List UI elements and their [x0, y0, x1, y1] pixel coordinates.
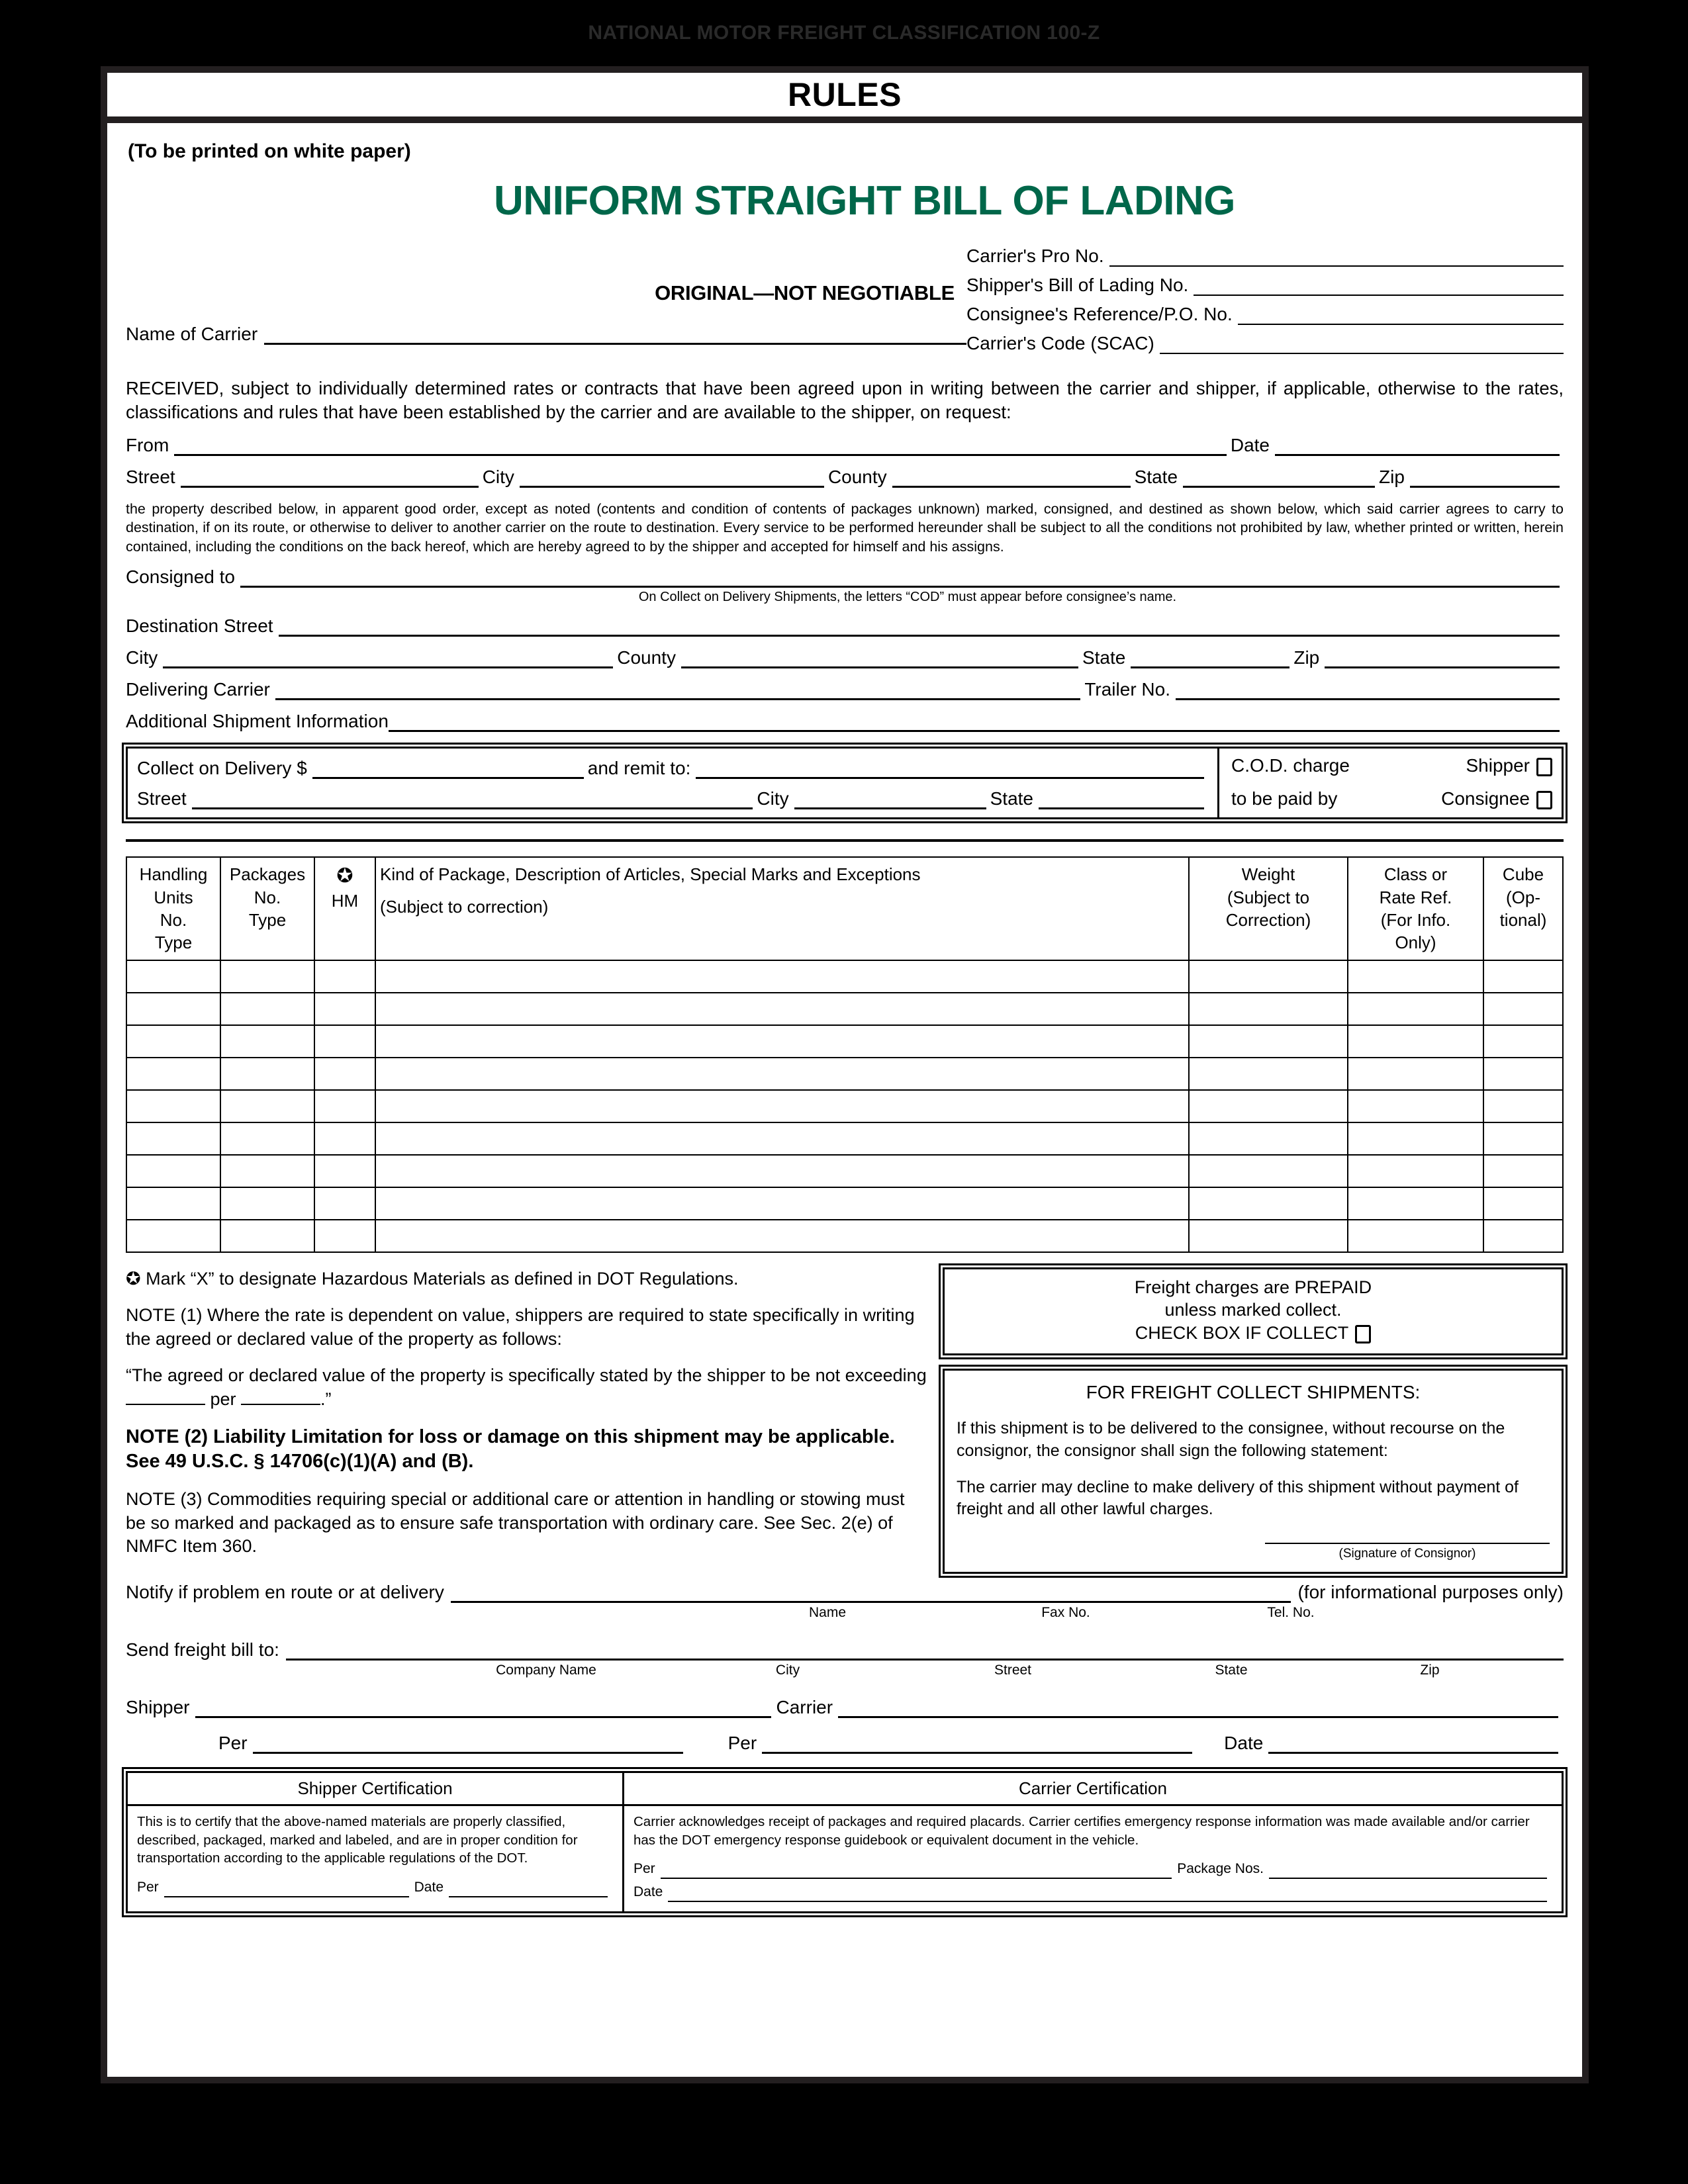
table-cell-kind_of_package[interactable] [375, 960, 1189, 993]
prepaid-line-1: Freight charges are PREPAID [1134, 1277, 1372, 1297]
county-label: County [827, 466, 887, 487]
cod-street-label: Street [137, 788, 187, 809]
table-cell-class_or_rate[interactable] [1348, 1058, 1483, 1090]
cod-shipper-option[interactable] [1466, 755, 1552, 776]
weight-line-1: Weight [1241, 864, 1295, 885]
table-cell-hm[interactable] [314, 1155, 375, 1187]
carriers-code-scac-field[interactable] [966, 333, 1564, 354]
notify-captions [126, 1605, 1564, 1621]
handling-units-line-2: Units [154, 887, 193, 907]
table-cell-packages[interactable] [220, 960, 314, 993]
table-cell-handling_units[interactable] [126, 1122, 220, 1155]
table-cell-hm[interactable] [314, 1058, 375, 1090]
declared-value-pre: “The agreed or declared value of the property is specifically stated by the shipper to be not exceeding [126, 1365, 927, 1386]
goods-table-body [126, 960, 1563, 1252]
date-label: Date [1230, 434, 1270, 455]
carriers-pro-no-field[interactable] [966, 246, 1564, 267]
date-label-bottom: Date [1224, 1732, 1264, 1753]
table-cell-cube[interactable] [1483, 1122, 1563, 1155]
declared-value-amount-input[interactable] [126, 1392, 205, 1405]
certifications-box [126, 1771, 1564, 1913]
table-cell-packages[interactable] [220, 1122, 314, 1155]
packages-line-2: No. [254, 887, 281, 907]
notes-column [126, 1267, 927, 1574]
table-cell-handling_units[interactable] [126, 1155, 220, 1187]
white-paper-note: (To be printed on white paper) [128, 140, 411, 162]
table-cell-weight[interactable] [1189, 1025, 1348, 1058]
collect-checkbox[interactable] [1355, 1325, 1371, 1343]
col-header-kind-of-package [375, 857, 1189, 960]
state-label: State [1134, 466, 1178, 487]
shipper-certification [128, 1773, 624, 1911]
section-divider [126, 837, 1564, 844]
cod-paidby-consignee-row [1231, 788, 1552, 809]
sfb-caption-zip: Zip [1420, 1662, 1440, 1678]
cube-line-2: (Op- [1506, 887, 1540, 907]
from-input[interactable] [174, 439, 1227, 456]
table-row[interactable] [126, 1122, 1563, 1155]
table-cell-packages[interactable] [220, 1155, 314, 1187]
table-cell-weight[interactable] [1189, 1058, 1348, 1090]
zip-label: Zip [1379, 466, 1405, 487]
table-cell-packages[interactable] [220, 1187, 314, 1220]
county-input[interactable] [892, 471, 1131, 488]
dest-state-input[interactable] [1131, 652, 1289, 668]
additional-shipment-info-label: Additional Shipment Information [126, 711, 389, 732]
notify-input[interactable] [451, 1586, 1291, 1603]
shippers-bol-no-input[interactable] [1194, 279, 1564, 296]
cod-consignee-option[interactable] [1441, 788, 1552, 809]
table-cell-class_or_rate[interactable] [1348, 1122, 1483, 1155]
destination-street-label: Destination Street [126, 615, 273, 637]
declared-value-mid: per [205, 1389, 242, 1410]
table-cell-hm[interactable] [314, 1187, 375, 1220]
consignees-reference-field[interactable] [966, 304, 1564, 325]
trailer-no-input[interactable] [1176, 684, 1560, 700]
table-cell-kind_of_package[interactable] [375, 1058, 1189, 1090]
sfb-caption-company: Company Name [496, 1662, 596, 1678]
table-cell-hm[interactable] [314, 1090, 375, 1122]
collect-on-delivery-input[interactable] [312, 762, 584, 779]
city-input[interactable] [520, 471, 824, 488]
table-row[interactable] [126, 1090, 1563, 1122]
handling-units-line-4: Type [154, 933, 193, 953]
check-box-if-collect-row[interactable] [951, 1322, 1555, 1345]
table-cell-packages[interactable] [220, 1090, 314, 1122]
table-cell-hm[interactable] [314, 1025, 375, 1058]
carrier-cert-date-input[interactable] [668, 1889, 1547, 1902]
per2-input[interactable] [762, 1737, 1192, 1754]
declared-value-unit-input[interactable] [241, 1392, 320, 1405]
class-line-2: Rate Ref. [1379, 887, 1452, 907]
cod-state-input[interactable] [1039, 793, 1204, 809]
cod-shipper-checkbox[interactable] [1536, 758, 1552, 776]
note-3: NOTE (3) Commodities requiring special or additional care or attention in handling or stowing must be so marked and packaged as to ensure safe transportation with ordinary care. See Sec. 2(e) of NMFC Item 360. [126, 1489, 905, 1557]
packages-line-3: Type [248, 909, 287, 930]
col-header-handling-units [126, 857, 220, 960]
date-input-bottom[interactable] [1268, 1737, 1558, 1754]
prepaid-line-2: unless marked collect. [1164, 1300, 1342, 1320]
table-cell-cube[interactable] [1483, 960, 1563, 993]
table-cell-handling_units[interactable] [126, 1025, 220, 1058]
cod-shipper-label: Shipper [1466, 755, 1530, 776]
cod-charge-shipper-row [1231, 755, 1552, 776]
origin-address-row [126, 467, 1564, 488]
rules-header-bar [107, 66, 1582, 123]
notify-caption-tel: Tel. No. [1267, 1604, 1315, 1620]
consignees-reference-input[interactable] [1238, 308, 1564, 325]
table-cell-cube[interactable] [1483, 1187, 1563, 1220]
goods-table-header-row [126, 857, 1563, 960]
zip-input[interactable] [1410, 471, 1560, 488]
destination-city-row [126, 647, 1564, 668]
additional-shipment-info-row [126, 711, 1564, 732]
delivering-carrier-input[interactable] [275, 684, 1081, 700]
send-freight-bill-captions [126, 1662, 1564, 1678]
send-freight-bill-input[interactable] [286, 1644, 1564, 1661]
dest-city-input[interactable] [163, 652, 613, 668]
shipper-cert-date-label: Date [414, 1880, 444, 1895]
carriers-code-scac-label: Carrier's Code (SCAC) [966, 333, 1154, 353]
sfb-caption-street: Street [994, 1662, 1032, 1678]
dest-zip-label: Zip [1293, 647, 1320, 668]
carrier-certification [624, 1773, 1562, 1911]
table-cell-weight[interactable] [1189, 993, 1348, 1025]
table-cell-weight[interactable] [1189, 1155, 1348, 1187]
carrier-label: Carrier [776, 1696, 833, 1717]
consigned-to-input[interactable] [240, 571, 1560, 588]
dest-county-input[interactable] [681, 652, 1078, 668]
table-cell-class_or_rate[interactable] [1348, 1025, 1483, 1058]
carrier-cert-per-row [633, 1860, 1552, 1879]
cod-consignee-caption: On Collect on Delivery Shipments, the letters “COD” must appear before consignee’s name. [638, 590, 1177, 605]
collect-on-delivery-label: Collect on Delivery $ [137, 758, 307, 779]
check-box-if-collect-label: CHECK BOX IF COLLECT [1135, 1322, 1349, 1343]
street-label: Street [126, 466, 175, 487]
carrier-cert-package-nos-label: Package Nos. [1177, 1861, 1264, 1877]
top-fields-row [126, 244, 1564, 362]
table-cell-handling_units[interactable] [126, 960, 220, 993]
shippers-bol-no-label: Shipper's Bill of Lading No. [966, 275, 1189, 295]
table-cell-packages[interactable] [220, 1058, 314, 1090]
table-cell-kind_of_package[interactable] [375, 1025, 1189, 1058]
classification-banner [0, 0, 1688, 66]
table-cell-packages[interactable] [220, 993, 314, 1025]
hazmat-mark-note: ✪ Mark “X” to designate Hazardous Materials as defined in DOT Regulations. [126, 1268, 739, 1289]
carriers-pro-no-input[interactable] [1109, 250, 1564, 267]
send-freight-bill-row [126, 1639, 1564, 1661]
carrier-input[interactable] [838, 1702, 1558, 1718]
table-cell-cube[interactable] [1483, 993, 1563, 1025]
sfb-caption-city: City [775, 1662, 800, 1678]
shipper-certification-text: This is to certify that the above-named materials are properly classified, described, packaged, marked and labeled, and are in proper condition for transportation according to the applicable regulations of the DOT. [137, 1813, 578, 1866]
class-line-4: Only) [1395, 933, 1436, 953]
additional-shipment-info-input[interactable] [389, 715, 1560, 732]
city-label: City [482, 466, 514, 487]
dest-state-label: State [1082, 647, 1126, 668]
table-cell-weight[interactable] [1189, 1122, 1348, 1155]
table-cell-cube[interactable] [1483, 1220, 1563, 1252]
shippers-bol-no-field[interactable] [966, 275, 1564, 296]
carriers-code-scac-input[interactable] [1160, 338, 1564, 354]
table-cell-kind_of_package[interactable] [375, 1220, 1189, 1252]
table-cell-class_or_rate[interactable] [1348, 960, 1483, 993]
table-cell-packages[interactable] [220, 1025, 314, 1058]
note-1: NOTE (1) Where the rate is dependent on value, shippers are required to state specifically in writing the agreed or declared value of the property as follows: [126, 1305, 915, 1349]
freight-boxes-column [943, 1267, 1564, 1574]
weight-line-3: Correction) [1225, 909, 1311, 930]
dest-city-label: City [126, 647, 158, 668]
table-cell-kind_of_package[interactable] [375, 1187, 1189, 1220]
cod-amount-row [137, 758, 1208, 779]
carriers-pro-no-label: Carrier's Pro No. [966, 246, 1104, 266]
table-cell-cube[interactable] [1483, 1155, 1563, 1187]
table-cell-weight[interactable] [1189, 1090, 1348, 1122]
cod-address-row [137, 788, 1208, 809]
carrier-cert-package-nos-input[interactable] [1269, 1866, 1547, 1879]
name-of-carrier-label: Name of Carrier [126, 324, 258, 344]
from-date-row [126, 435, 1564, 456]
table-cell-hm[interactable] [314, 1220, 375, 1252]
cod-box [126, 747, 1564, 819]
table-cell-cube[interactable] [1483, 1058, 1563, 1090]
table-row[interactable] [126, 1220, 1563, 1252]
freight-collect-para-2: The carrier may decline to make delivery of this shipment without payment of freight and all other lawful charges. [957, 1477, 1519, 1519]
delivering-carrier-label: Delivering Carrier [126, 679, 270, 700]
class-line-1: Class or [1383, 864, 1448, 885]
carrier-cert-per-input[interactable] [661, 1866, 1172, 1879]
shipper-cert-date-input[interactable] [449, 1884, 608, 1897]
kind-of-package-line-1: Kind of Package, Description of Articles, Special Marks and Exceptions [380, 864, 921, 885]
weight-line-2: (Subject to [1227, 887, 1310, 907]
notify-informational-note: (for informational purposes only) [1297, 1581, 1564, 1602]
table-cell-handling_units[interactable] [126, 1220, 220, 1252]
destination-street-row [126, 615, 1564, 637]
table-cell-weight[interactable] [1189, 1220, 1348, 1252]
freight-collect-box [943, 1369, 1564, 1574]
consignor-signature-block[interactable] [957, 1543, 1550, 1562]
table-cell-kind_of_package[interactable] [375, 1122, 1189, 1155]
dest-zip-input[interactable] [1325, 652, 1560, 668]
table-row[interactable] [126, 1058, 1563, 1090]
cod-charge-label: C.O.D. charge [1231, 755, 1350, 776]
goods-table [126, 856, 1564, 1252]
page-title: UNIFORM STRAIGHT BILL OF LADING [494, 178, 1235, 224]
rules-title: RULES [788, 76, 902, 113]
declared-value-statement [126, 1364, 927, 1411]
table-cell-class_or_rate[interactable] [1348, 993, 1483, 1025]
shipper-cert-per-date-row [137, 1878, 613, 1897]
table-cell-hm[interactable] [314, 1122, 375, 1155]
handling-units-line-1: Handling [139, 864, 208, 885]
col-header-packages [220, 857, 314, 960]
notify-label: Notify if problem en route or at delivery [126, 1581, 444, 1602]
consigned-to-row [126, 567, 1564, 588]
consigned-to-label: Consigned to [126, 567, 236, 588]
document-page [101, 66, 1589, 2083]
col-header-class-or-rate [1348, 857, 1483, 960]
from-label: From [126, 434, 169, 455]
prepaid-box [943, 1267, 1564, 1356]
carrier-certification-text: Carrier acknowledges receipt of packages and required placards. Carrier certifies emergency response information was made available and/or carrier has the DOT emergency response guidebook or equivalent document in the vehicle. [633, 1813, 1530, 1848]
col-header-weight [1189, 857, 1348, 960]
table-cell-kind_of_package[interactable] [375, 993, 1189, 1025]
notify-row [126, 1582, 1564, 1603]
name-of-carrier-field[interactable] [126, 324, 966, 345]
street-input[interactable] [181, 471, 479, 488]
consignor-signature-caption: (Signature of Consignor) [1338, 1547, 1476, 1561]
table-row[interactable] [126, 1155, 1563, 1187]
cod-city-label: City [757, 788, 789, 809]
table-row[interactable] [126, 960, 1563, 993]
hazmat-star-icon: ✪ [336, 865, 353, 887]
notify-caption-name: Name [808, 1604, 847, 1620]
table-row[interactable] [126, 1025, 1563, 1058]
table-row[interactable] [126, 993, 1563, 1025]
top-right-block [966, 244, 1564, 362]
col-header-hazmat [314, 857, 375, 960]
and-remit-to-input[interactable] [696, 762, 1204, 779]
per1-input[interactable] [253, 1737, 683, 1754]
table-cell-handling_units[interactable] [126, 1058, 220, 1090]
table-cell-weight[interactable] [1189, 960, 1348, 993]
consignees-reference-label: Consignee's Reference/P.O. No. [966, 304, 1233, 324]
cube-line-1: Cube [1502, 864, 1544, 885]
table-cell-cube[interactable] [1483, 1025, 1563, 1058]
freight-collect-para-1: If this shipment is to be delivered to the consignee, without recourse on the consignor, the consignor shall sign the following statement: [957, 1419, 1505, 1460]
classification-banner-text: NATIONAL MOTOR FREIGHT CLASSIFICATION 100-Z [588, 22, 1100, 44]
table-cell-packages[interactable] [220, 1220, 314, 1252]
name-of-carrier-input[interactable] [264, 328, 966, 345]
class-line-3: (For Info. [1380, 909, 1451, 930]
property-paragraph: the property described below, in apparent good order, except as noted (contents and condition of contents of packages unknown) marked, consigned, and destined as shown below, which said carrier agrees to carry to destination, if on its route, or otherwise to deliver to another carrier on the route to destination. Every service to be performed hereunder shall be subject to all the conditions not prohibited by law, whether printed or written, herein contained, including the conditions on the back hereof, which are hereby agreed to by the shipper and accepted for himself and his assigns. [126, 500, 1564, 555]
cube-line-3: tional) [1499, 909, 1547, 930]
table-cell-cube[interactable] [1483, 1090, 1563, 1122]
note-2: NOTE (2) Liability Limitation for loss or damage on this shipment may be applicable. See 49 U.S.C. § 14706(c)(1)(A) and (B). [126, 1426, 895, 1473]
table-cell-kind_of_package[interactable] [375, 1155, 1189, 1187]
table-cell-handling_units[interactable] [126, 1187, 220, 1220]
table-cell-class_or_rate[interactable] [1348, 1090, 1483, 1122]
shipper-certification-body [128, 1806, 622, 1907]
cod-consignee-label: Consignee [1441, 788, 1530, 809]
date-input[interactable] [1275, 439, 1560, 456]
shipper-cert-per-input[interactable] [164, 1884, 409, 1897]
carrier-certification-body [624, 1806, 1562, 1911]
table-cell-class_or_rate[interactable] [1348, 1220, 1483, 1252]
kind-of-package-line-2: (Subject to correction) [380, 896, 549, 917]
carrier-cert-date-row [633, 1883, 1552, 1902]
cod-to-be-paid-by-label: to be paid by [1231, 788, 1338, 809]
carrier-cert-date-label: Date [633, 1884, 663, 1899]
shipper-cert-per-label: Per [137, 1880, 159, 1895]
delivering-carrier-row [126, 679, 1564, 700]
received-paragraph: RECEIVED, subject to individually determined rates or contracts that have been agreed upon in writing between the carrier and shipper, if applicable, otherwise to the rates, classifications and rules that have been established by the carrier and are available to the shipper, on request: [126, 378, 1564, 422]
notify-caption-fax: Fax No. [1041, 1604, 1090, 1620]
shipper-carrier-row [126, 1697, 1564, 1718]
freight-collect-title: FOR FREIGHT COLLECT SHIPMENTS: [1086, 1382, 1421, 1403]
cod-state-label: State [990, 788, 1033, 809]
declared-value-post: .” [320, 1389, 332, 1410]
table-cell-handling_units[interactable] [126, 993, 220, 1025]
send-freight-bill-label: Send freight bill to: [126, 1639, 279, 1660]
per1-label: Per [218, 1732, 248, 1753]
cod-street-input[interactable] [192, 793, 753, 809]
form-body [107, 123, 1582, 1913]
hazmat-hm-label: HM [331, 890, 359, 911]
table-cell-weight[interactable] [1189, 1187, 1348, 1220]
table-row[interactable] [126, 1187, 1563, 1220]
table-cell-hm[interactable] [314, 960, 375, 993]
col-header-cube [1483, 857, 1563, 960]
table-cell-handling_units[interactable] [126, 1090, 220, 1122]
per2-label: Per [727, 1732, 757, 1753]
original-not-negotiable: ORIGINAL—NOT NEGOTIABLE [655, 281, 955, 304]
packages-line-1: Packages [229, 864, 306, 885]
dest-county-label: County [617, 647, 676, 668]
table-cell-kind_of_package[interactable] [375, 1090, 1189, 1122]
shipper-certification-heading: Shipper Certification [128, 1773, 622, 1806]
cod-left-block [128, 749, 1217, 817]
sfb-caption-state: State [1215, 1662, 1248, 1678]
top-left-block [126, 244, 966, 362]
per-per-date-row [126, 1733, 1564, 1754]
shipper-input[interactable] [195, 1702, 771, 1718]
table-cell-class_or_rate[interactable] [1348, 1187, 1483, 1220]
cod-consignee-checkbox[interactable] [1536, 791, 1552, 809]
and-remit-to-label: and remit to: [587, 758, 691, 779]
cod-right-block [1217, 749, 1562, 817]
handling-units-line-3: No. [160, 909, 187, 930]
destination-street-input[interactable] [279, 620, 1560, 637]
carrier-certification-heading: Carrier Certification [624, 1773, 1562, 1806]
cod-city-input[interactable] [794, 793, 986, 809]
state-input[interactable] [1183, 471, 1375, 488]
notes-and-boxes [126, 1267, 1564, 1574]
trailer-no-label: Trailer No. [1084, 679, 1170, 700]
table-cell-class_or_rate[interactable] [1348, 1155, 1483, 1187]
carrier-cert-per-label: Per [633, 1861, 655, 1877]
shipper-label: Shipper [126, 1696, 190, 1717]
table-cell-hm[interactable] [314, 993, 375, 1025]
